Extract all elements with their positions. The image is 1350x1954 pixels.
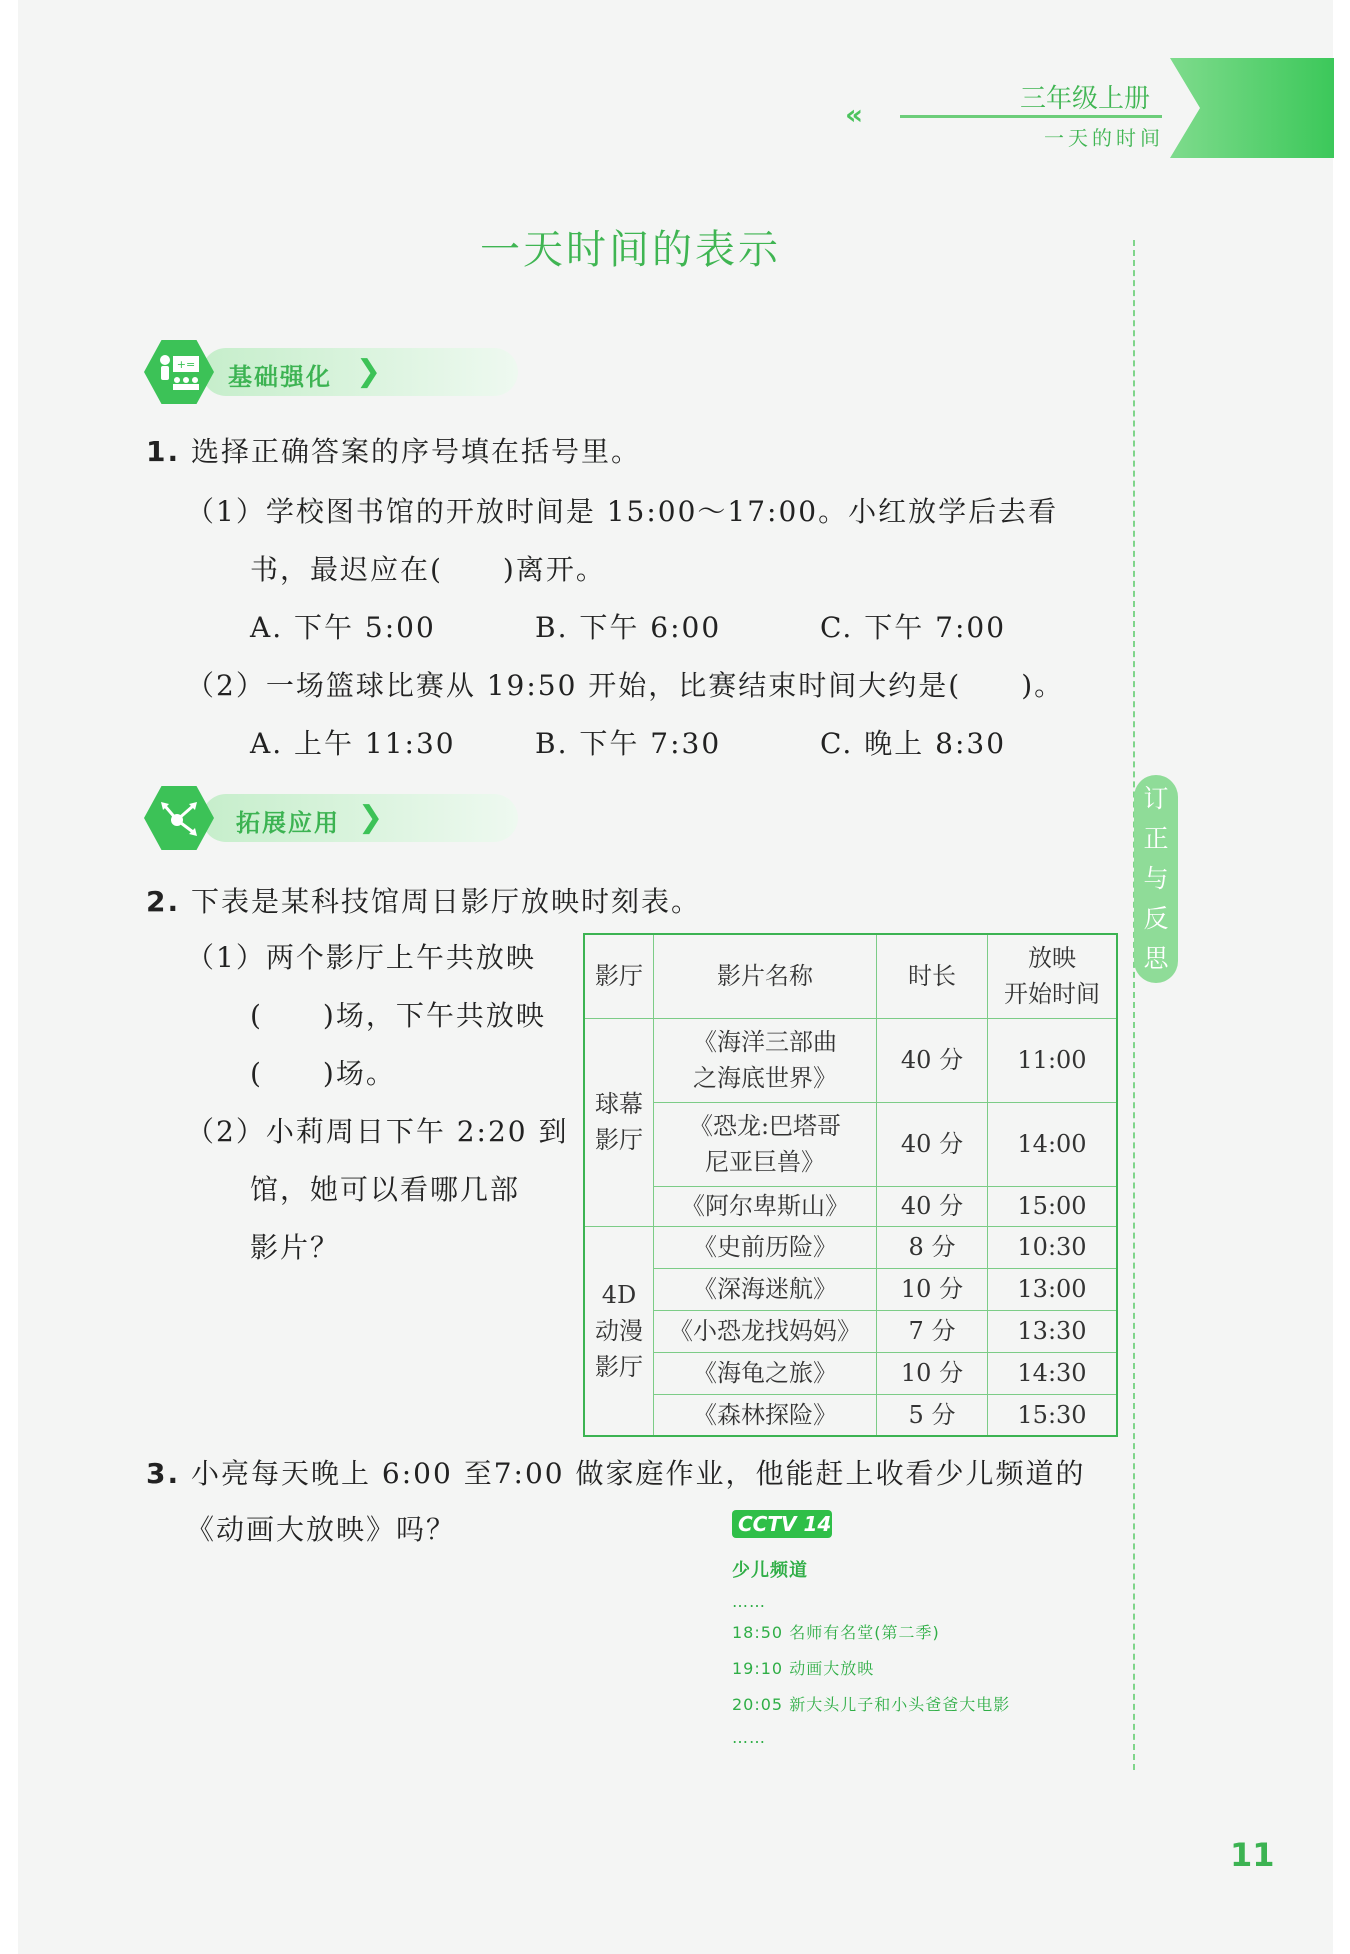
margin-tag-char: 正 bbox=[1143, 824, 1169, 853]
table-cell-title: 《深海迷航》 bbox=[654, 1268, 877, 1310]
q1-part2-option-a: A. 上午 11:30 bbox=[250, 727, 456, 760]
table-cell-start: 15:30 bbox=[988, 1394, 1118, 1436]
badge-label: 基础强化 bbox=[228, 363, 332, 391]
table-cell-duration: 7 分 bbox=[877, 1310, 988, 1352]
margin-tag bbox=[1134, 775, 1178, 983]
cctv-ellipsis: …… bbox=[732, 1592, 766, 1611]
table-header-title: 影片名称 bbox=[654, 934, 877, 1018]
table-row bbox=[584, 1018, 1117, 1102]
teacher-board-icon bbox=[157, 352, 201, 392]
header-unit: 一天的时间 bbox=[1044, 126, 1164, 150]
branching-arrows-icon bbox=[157, 798, 201, 838]
q2-part2-line1: （2）小莉周日下午 2:20 到 bbox=[186, 1115, 569, 1148]
schedule-table bbox=[583, 933, 1118, 1437]
q2-part1-line2: ( )场，下午共放映 bbox=[250, 999, 546, 1032]
table-cell-start: 15:00 bbox=[988, 1186, 1118, 1226]
question-2 bbox=[146, 880, 701, 920]
question-3 bbox=[146, 1452, 1086, 1492]
hall-name-line: 4D bbox=[601, 1280, 637, 1309]
table-row bbox=[584, 1352, 1117, 1394]
title-line: 《恐龙:巴塔哥 bbox=[688, 1112, 842, 1140]
section-badge-extend bbox=[144, 786, 524, 850]
question-number: 3. bbox=[146, 1457, 181, 1490]
margin-tag-char: 思 bbox=[1143, 944, 1169, 973]
section-badge-basic bbox=[144, 340, 524, 404]
page-number: 11 bbox=[1230, 1836, 1275, 1874]
cctv-channel: 少儿频道 bbox=[732, 1560, 808, 1581]
table-cell-start: 10:30 bbox=[988, 1226, 1118, 1268]
badge-hexagon bbox=[144, 340, 214, 404]
table-row bbox=[584, 1310, 1117, 1352]
q1-part1-option-b: B. 下午 6:00 bbox=[535, 611, 722, 644]
hall-name-line: 球幕 bbox=[595, 1090, 643, 1118]
table-cell-duration: 5 分 bbox=[877, 1394, 988, 1436]
cctv-program: 20:05 新大头儿子和小头爸爸大电影 bbox=[732, 1695, 1011, 1714]
table-header-hall: 影厅 bbox=[584, 934, 654, 1018]
q3-line2: 《动画大放映》吗？ bbox=[186, 1513, 457, 1546]
chevron-right-icon: ❯ bbox=[356, 354, 382, 389]
question-stem: 选择正确答案的序号填在括号里。 bbox=[191, 435, 642, 468]
cctv-ellipsis: …… bbox=[732, 1728, 766, 1747]
table-header-start-line2: 开始时间 bbox=[1004, 980, 1100, 1009]
table-cell-hall bbox=[584, 1018, 654, 1226]
margin-divider bbox=[1133, 240, 1135, 1770]
q1-part2-line1: （2）一场篮球比赛从 19:50 开始，比赛结束时间大约是( )。 bbox=[186, 669, 1065, 702]
table-cell-start: 13:00 bbox=[988, 1268, 1118, 1310]
table-cell-duration: 8 分 bbox=[877, 1226, 988, 1268]
question-1 bbox=[146, 430, 641, 470]
table-header-start bbox=[988, 934, 1118, 1018]
table-cell-start: 11:00 bbox=[988, 1018, 1118, 1102]
table-header-start-line1: 放映 bbox=[1028, 944, 1076, 973]
svg-text:+=: += bbox=[176, 358, 196, 371]
table-cell-duration: 40 分 bbox=[877, 1102, 988, 1186]
table-cell-duration: 10 分 bbox=[877, 1352, 988, 1394]
question-stem: 小亮每天晚上 6:00 至7:00 做家庭作业，他能赶上收看少儿频道的 bbox=[191, 1457, 1086, 1490]
margin-tag-char: 与 bbox=[1143, 864, 1169, 893]
question-number: 1. bbox=[146, 435, 181, 468]
q2-part2-line2: 馆，她可以看哪几部 bbox=[250, 1173, 521, 1206]
table-cell-title: 《阿尔卑斯山》 bbox=[654, 1186, 877, 1226]
hall-name-line: 动漫 bbox=[595, 1316, 643, 1345]
margin-tag-char: 反 bbox=[1143, 904, 1169, 933]
table-header-row bbox=[584, 934, 1117, 1018]
header-divider bbox=[900, 115, 1162, 118]
cctv-program: 19:10 动画大放映 bbox=[732, 1659, 875, 1678]
q1-part1-line1: （1）学校图书馆的开放时间是 15:00～17:00。小红放学后去看 bbox=[186, 495, 1059, 528]
table-row bbox=[584, 1394, 1117, 1436]
q1-part2-option-b: B. 下午 7:30 bbox=[535, 727, 722, 760]
hall-name-line: 影厅 bbox=[595, 1126, 643, 1154]
cctv-logo: CCTV 14 bbox=[732, 1510, 832, 1538]
chevron-right-icon: ❯ bbox=[358, 800, 384, 835]
title-line: 《海洋三部曲 bbox=[693, 1028, 837, 1056]
question-stem: 下表是某科技馆周日影厅放映时刻表。 bbox=[191, 885, 702, 918]
table-header-duration: 时长 bbox=[877, 934, 988, 1018]
table-cell-start: 14:30 bbox=[988, 1352, 1118, 1394]
badge-hexagon bbox=[144, 786, 214, 850]
badge-label: 拓展应用 bbox=[236, 809, 340, 837]
double-chevron-left-icon: « bbox=[845, 98, 858, 131]
table-row bbox=[584, 1226, 1117, 1268]
q1-part1-option-a: A. 下午 5:00 bbox=[250, 611, 436, 644]
q1-part1-line2: 书，最迟应在( )离开。 bbox=[250, 553, 606, 586]
table-row bbox=[584, 1186, 1117, 1226]
table-row bbox=[584, 1102, 1117, 1186]
table-row bbox=[584, 1268, 1117, 1310]
table-cell-duration: 10 分 bbox=[877, 1268, 988, 1310]
table-cell-duration: 40 分 bbox=[877, 1186, 988, 1226]
table-cell-title: 《史前历险》 bbox=[654, 1226, 877, 1268]
table-cell-title: 《森林探险》 bbox=[654, 1394, 877, 1436]
q2-part1-line3: ( )场。 bbox=[250, 1057, 396, 1090]
margin-tag-char: 订 bbox=[1143, 784, 1169, 813]
table-cell-title bbox=[654, 1102, 877, 1186]
q1-part2-option-c: C. 晚上 8:30 bbox=[820, 727, 1007, 760]
table-cell-start: 13:30 bbox=[988, 1310, 1118, 1352]
question-number: 2. bbox=[146, 885, 181, 918]
table-cell-duration: 40 分 bbox=[877, 1018, 988, 1102]
table-cell-title bbox=[654, 1018, 877, 1102]
title-line: 之海底世界》 bbox=[693, 1064, 837, 1092]
q1-part1-option-c: C. 下午 7:00 bbox=[820, 611, 1007, 644]
cctv-program: 18:50 名师有名堂(第二季) bbox=[732, 1623, 940, 1642]
table-cell-title: 《小恐龙找妈妈》 bbox=[654, 1310, 877, 1352]
table-cell-hall bbox=[584, 1226, 654, 1436]
title-line: 尼亚巨兽》 bbox=[705, 1148, 825, 1176]
header-grade: 三年级上册 bbox=[1020, 84, 1151, 114]
table-cell-title: 《海龟之旅》 bbox=[654, 1352, 877, 1394]
q2-part1-line1: （1）两个影厅上午共放映 bbox=[186, 941, 536, 974]
table-cell-start: 14:00 bbox=[988, 1102, 1118, 1186]
page-title: 一天时间的表示 bbox=[480, 227, 781, 273]
hall-name-line: 影厅 bbox=[595, 1352, 643, 1381]
q2-part2-line3: 影片？ bbox=[250, 1231, 341, 1264]
